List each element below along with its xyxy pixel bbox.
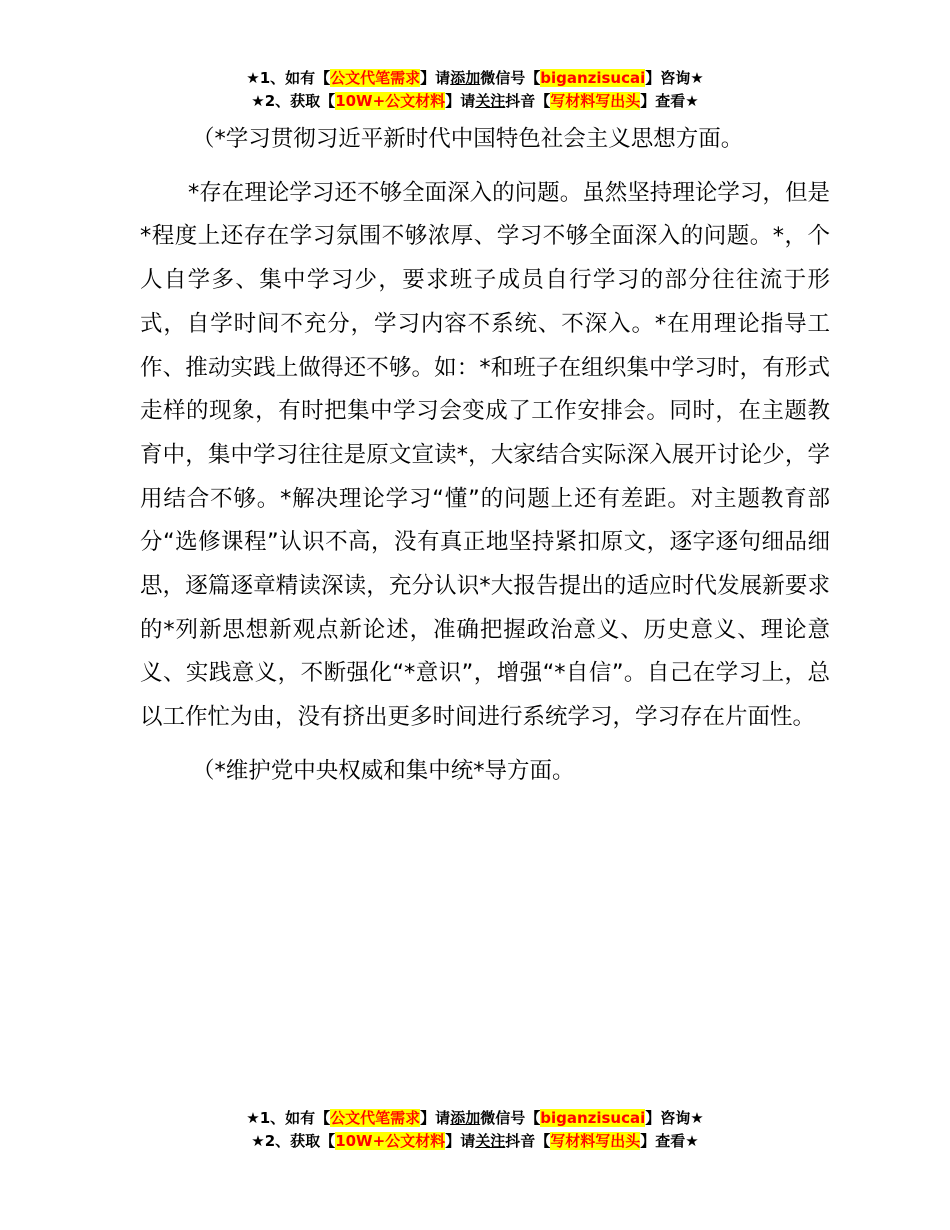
highlight-wechat-id: biganzisucai [540, 1109, 646, 1127]
banner-text: ★1、如有【 [246, 1109, 331, 1127]
highlight-wechat-id: biganzisucai [540, 69, 646, 87]
section-heading: （*学习贯彻习近平新时代中国特色社会主义思想方面。 [192, 126, 744, 152]
document-body [140, 118, 830, 794]
banner-line-1 [0, 67, 950, 90]
banner-text: 抖音【 [505, 1132, 551, 1150]
banner-text: 】查看★ [640, 1132, 699, 1150]
banner-text: ★2、获取【 [251, 1132, 336, 1150]
underlined-text: 关注 [475, 92, 506, 110]
banner-text: 微信号【 [480, 69, 541, 87]
banner-text: 抖音【 [505, 92, 551, 110]
banner-line-1 [0, 1107, 950, 1130]
banner-text: 微信号【 [480, 1109, 541, 1127]
highlight-service: 公文代笔需求 [330, 1109, 421, 1127]
underlined-text: 添加 [450, 69, 481, 87]
banner-text: 】请 [420, 1109, 451, 1127]
banner-text: ★2、获取【 [251, 92, 336, 110]
banner-line-2 [0, 1130, 950, 1153]
underlined-text: 添加 [450, 1109, 481, 1127]
banner-text: 】咨询★ [645, 1109, 704, 1127]
section-heading: （*维护党中央权威和集中统*导方面。 [192, 757, 575, 784]
banner-text: ★1、如有【 [246, 69, 331, 87]
underlined-text: 关注 [475, 1132, 506, 1150]
banner-text: 】请 [420, 69, 451, 87]
body-paragraph: *存在理论学习还不够全面深入的问题。虽然坚持理论学习，但是*程度上还存在学习氛围不够浓厚、学习不够全面深入的问题。*，个人自学多、集中学习少，要求班子成员自行学习的部分往往流于形式，自学时间不充分，学习内容不系统、不深入。*在用理论指导工作、推动实践上做得还不够。如：*和班子在组织集中学习时，有形式走样的现象，有时把集中学习会变成了工作安排会。同时，在主题教育中，集中学习往往是原文宣读*，大家结合实际深入展开讨论少，学用结合不够。*解决理论学习“懂”的问题上还有差距。对主题教育部分“选修课程”认识不高，没有真正地坚持紧扣原文，逐字逐句细品细思，逐篇逐章精读深读，充分认识*大报告提出的适应时代发展新要求的*列新思想新观点新论述，准确把握政治意义、历史意义、理论意义、实践意义，不断强化“*意识”，增强“*自信”。自己在学习上，总以工作忙为由，没有挤出更多时间进行系统学习，学习存在片面性。 [140, 179, 830, 731]
header-banner [0, 67, 950, 113]
highlight-douyin-account: 写材料写出头 [550, 92, 641, 110]
banner-text: 】咨询★ [645, 69, 704, 87]
banner-text: 】查看★ [640, 92, 699, 110]
highlight-service: 公文代笔需求 [330, 69, 421, 87]
footer-banner [0, 1107, 950, 1153]
highlight-materials: 10W+公文材料 [335, 1132, 446, 1150]
banner-line-2 [0, 90, 950, 113]
banner-text: 】请 [445, 92, 476, 110]
highlight-materials: 10W+公文材料 [335, 92, 446, 110]
highlight-douyin-account: 写材料写出头 [550, 1132, 641, 1150]
banner-text: 】请 [445, 1132, 476, 1150]
